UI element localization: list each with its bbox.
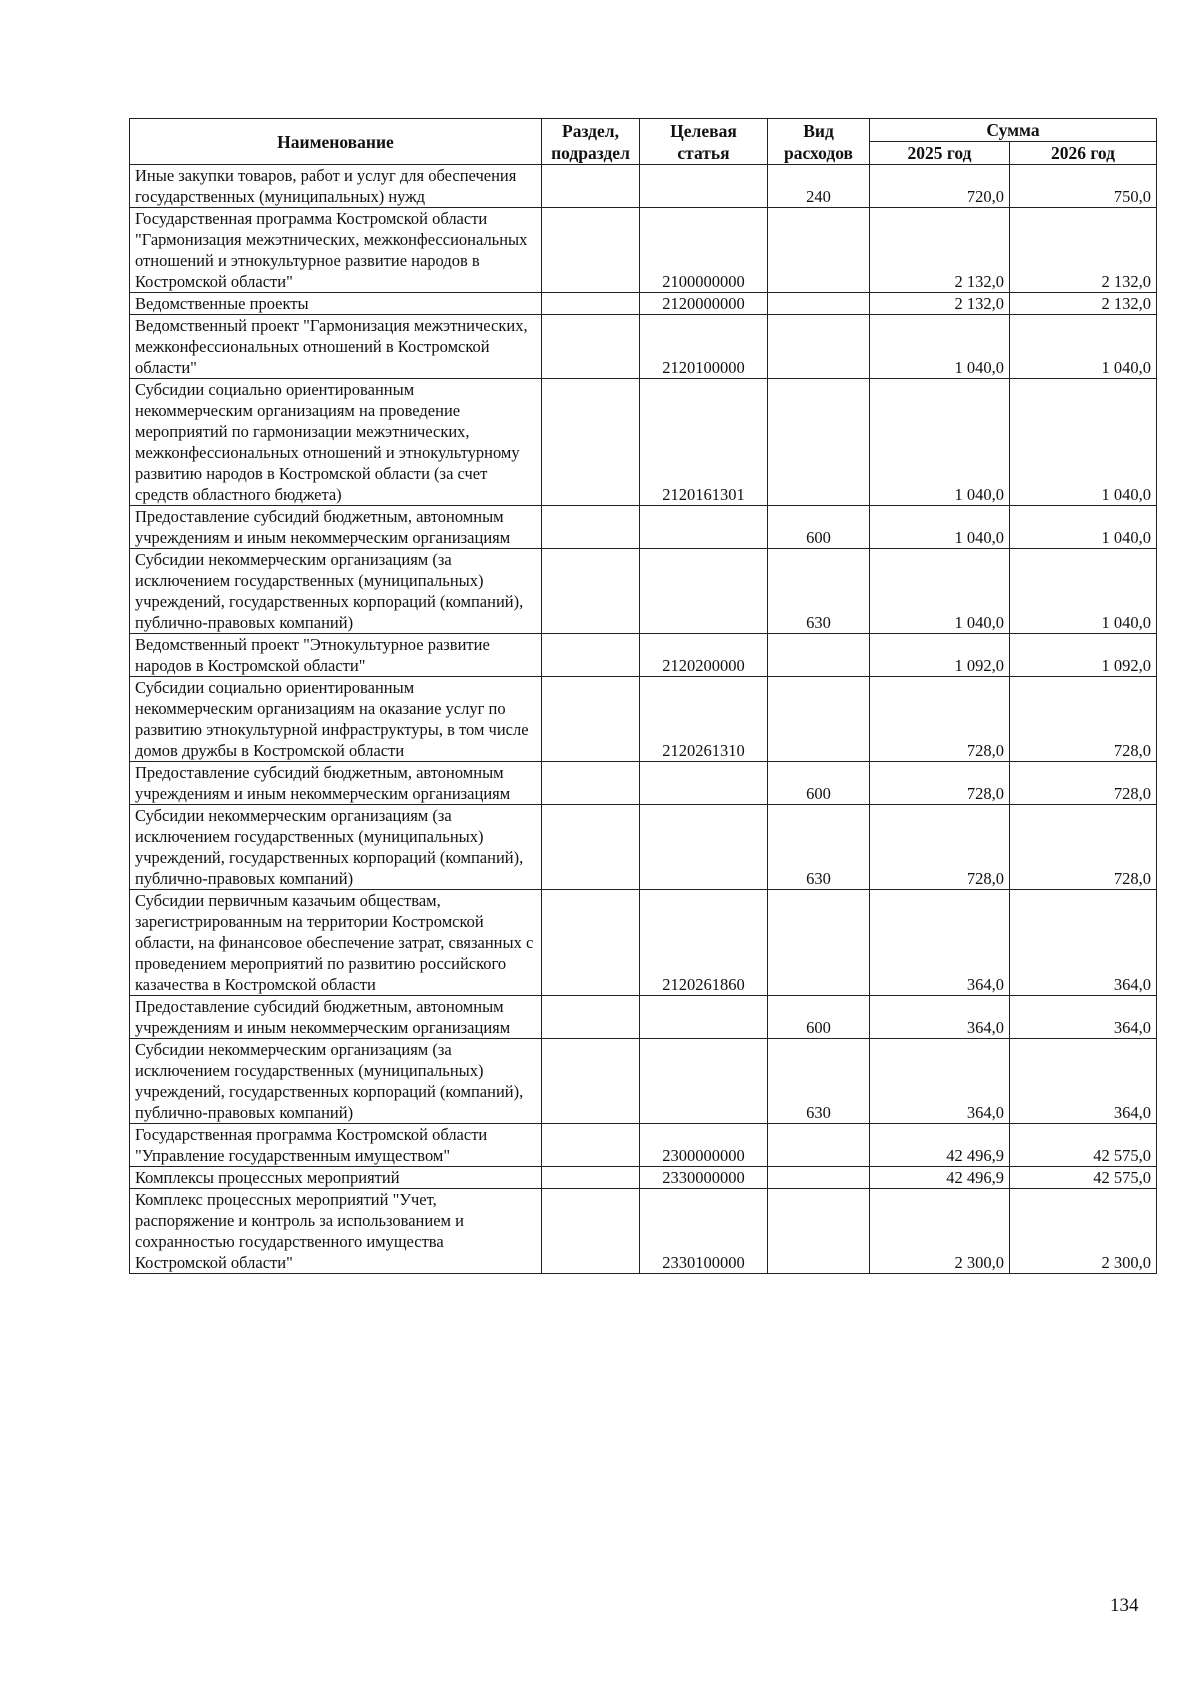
cell-sum-2026: 364,0 (1010, 1039, 1157, 1124)
cell-section (542, 315, 640, 379)
cell-section (542, 1167, 640, 1189)
cell-name: Государственная программа Костромской области "Управление государственным имуществом" (130, 1124, 542, 1167)
cell-target (640, 506, 768, 549)
cell-target: 2120161301 (640, 379, 768, 506)
header-name: Наименование (130, 119, 542, 165)
table-row (130, 996, 1157, 1039)
cell-expense (768, 1189, 870, 1274)
cell-sum-2026: 1 040,0 (1010, 549, 1157, 634)
cell-expense (768, 208, 870, 293)
table-row (130, 1167, 1157, 1189)
cell-name: Ведомственные проекты (130, 293, 542, 315)
cell-sum-2025: 364,0 (870, 1039, 1010, 1124)
cell-sum-2026: 728,0 (1010, 762, 1157, 805)
budget-table (129, 118, 1157, 1274)
cell-target: 2120100000 (640, 315, 768, 379)
cell-target: 2120200000 (640, 634, 768, 677)
cell-section (542, 165, 640, 208)
cell-name: Субсидии социально ориентированным некоммерческим организациям на оказание услуг по развитию этнокультурной инфраструктуры, в том числе домов дружбы в Костромской области (130, 677, 542, 762)
cell-sum-2025: 42 496,9 (870, 1124, 1010, 1167)
cell-sum-2025: 1 092,0 (870, 634, 1010, 677)
table-row (130, 762, 1157, 805)
header-year-2026: 2026 год (1010, 142, 1157, 165)
header-year-2025: 2025 год (870, 142, 1010, 165)
cell-expense (768, 634, 870, 677)
table-row (130, 1039, 1157, 1124)
cell-sum-2025: 1 040,0 (870, 506, 1010, 549)
cell-sum-2026: 2 132,0 (1010, 208, 1157, 293)
cell-sum-2026: 750,0 (1010, 165, 1157, 208)
table-row (130, 1189, 1157, 1274)
cell-section (542, 1039, 640, 1124)
cell-target: 2120261860 (640, 890, 768, 996)
cell-expense: 630 (768, 549, 870, 634)
cell-name: Комплексы процессных мероприятий (130, 1167, 542, 1189)
cell-sum-2026: 1 040,0 (1010, 315, 1157, 379)
cell-target: 2330100000 (640, 1189, 768, 1274)
cell-sum-2025: 2 132,0 (870, 293, 1010, 315)
cell-expense: 600 (768, 762, 870, 805)
cell-name: Субсидии некоммерческим организациям (за исключением государственных (муниципальных) учреждений, государственных корпораций (компаний), публично-правовых компаний) (130, 805, 542, 890)
cell-target (640, 165, 768, 208)
cell-name: Предоставление субсидий бюджетным, автономным учреждениям и иным некоммерческим организациям (130, 762, 542, 805)
cell-sum-2026: 364,0 (1010, 996, 1157, 1039)
cell-name: Предоставление субсидий бюджетным, автономным учреждениям и иным некоммерческим организациям (130, 996, 542, 1039)
table-row (130, 506, 1157, 549)
cell-sum-2026: 42 575,0 (1010, 1167, 1157, 1189)
table-row (130, 315, 1157, 379)
cell-sum-2025: 2 132,0 (870, 208, 1010, 293)
cell-expense (768, 890, 870, 996)
cell-target (640, 996, 768, 1039)
cell-section (542, 506, 640, 549)
cell-name: Субсидии некоммерческим организациям (за исключением государственных (муниципальных) учреждений, государственных корпораций (компаний), публично-правовых компаний) (130, 549, 542, 634)
cell-sum-2025: 1 040,0 (870, 315, 1010, 379)
cell-section (542, 208, 640, 293)
cell-target (640, 762, 768, 805)
table-body (130, 165, 1157, 1274)
cell-name: Субсидии социально ориентированным некоммерческим организациям на проведение мероприятий по гармонизации межэтнических, межконфессиональных отношений и этнокультурному развитию народов в Костромской области (за счет средств областного бюджета) (130, 379, 542, 506)
cell-expense: 630 (768, 805, 870, 890)
cell-sum-2025: 1 040,0 (870, 379, 1010, 506)
header-section: Раздел, подраздел (542, 119, 640, 165)
cell-section (542, 677, 640, 762)
cell-sum-2026: 1 092,0 (1010, 634, 1157, 677)
cell-name: Ведомственный проект "Этнокультурное развитие народов в Костромской области" (130, 634, 542, 677)
header-target: Целевая статья (640, 119, 768, 165)
table-row (130, 890, 1157, 996)
table-row (130, 165, 1157, 208)
cell-sum-2026: 2 300,0 (1010, 1189, 1157, 1274)
table-row (130, 1124, 1157, 1167)
cell-expense (768, 677, 870, 762)
cell-sum-2026: 364,0 (1010, 890, 1157, 996)
cell-expense: 240 (768, 165, 870, 208)
cell-section (542, 634, 640, 677)
table-row (130, 293, 1157, 315)
cell-expense (768, 379, 870, 506)
cell-name: Иные закупки товаров, работ и услуг для обеспечения государственных (муниципальных) нужд (130, 165, 542, 208)
cell-sum-2025: 2 300,0 (870, 1189, 1010, 1274)
cell-sum-2025: 364,0 (870, 996, 1010, 1039)
table-header (130, 119, 1157, 165)
cell-section (542, 890, 640, 996)
cell-sum-2025: 364,0 (870, 890, 1010, 996)
cell-section (542, 1189, 640, 1274)
cell-name: Государственная программа Костромской области "Гармонизация межэтнических, межконфессиональных отношений и этнокультурное развитие народов в Костромской области" (130, 208, 542, 293)
cell-name: Субсидии первичным казачьим обществам, зарегистрированным на территории Костромской области, на финансовое обеспечение затрат, связанных с проведением мероприятий по развитию российского казачества в Костромской области (130, 890, 542, 996)
cell-sum-2026: 42 575,0 (1010, 1124, 1157, 1167)
cell-section (542, 293, 640, 315)
cell-target: 2100000000 (640, 208, 768, 293)
table-row (130, 634, 1157, 677)
cell-sum-2025: 728,0 (870, 805, 1010, 890)
table-row (130, 805, 1157, 890)
page-number: 134 (1110, 1595, 1139, 1616)
cell-sum-2025: 728,0 (870, 762, 1010, 805)
cell-name: Комплекс процессных мероприятий "Учет, распоряжение и контроль за использованием и сохранностью государственного имущества Костромской области" (130, 1189, 542, 1274)
cell-sum-2025: 720,0 (870, 165, 1010, 208)
cell-expense (768, 1167, 870, 1189)
cell-expense (768, 293, 870, 315)
cell-target (640, 1039, 768, 1124)
cell-sum-2026: 1 040,0 (1010, 506, 1157, 549)
cell-target: 2120261310 (640, 677, 768, 762)
cell-sum-2025: 42 496,9 (870, 1167, 1010, 1189)
cell-section (542, 762, 640, 805)
cell-name: Субсидии некоммерческим организациям (за исключением государственных (муниципальных) учреждений, государственных корпораций (компаний), публично-правовых компаний) (130, 1039, 542, 1124)
table-row (130, 208, 1157, 293)
table-row (130, 379, 1157, 506)
cell-target: 2330000000 (640, 1167, 768, 1189)
cell-target: 2300000000 (640, 1124, 768, 1167)
cell-section (542, 549, 640, 634)
cell-section (542, 805, 640, 890)
cell-target (640, 549, 768, 634)
cell-name: Ведомственный проект "Гармонизация межэтнических, межконфессиональных отношений в Костромской области" (130, 315, 542, 379)
cell-target (640, 805, 768, 890)
cell-sum-2025: 728,0 (870, 677, 1010, 762)
cell-sum-2026: 1 040,0 (1010, 379, 1157, 506)
cell-section (542, 996, 640, 1039)
cell-sum-2026: 2 132,0 (1010, 293, 1157, 315)
cell-expense: 600 (768, 506, 870, 549)
header-sum: Сумма (870, 119, 1157, 142)
cell-section (542, 1124, 640, 1167)
header-expense: Вид расходов (768, 119, 870, 165)
table-row (130, 677, 1157, 762)
cell-sum-2025: 1 040,0 (870, 549, 1010, 634)
cell-sum-2026: 728,0 (1010, 677, 1157, 762)
cell-expense (768, 1124, 870, 1167)
table-row (130, 549, 1157, 634)
cell-section (542, 379, 640, 506)
budget-table-container (129, 118, 1156, 1274)
cell-expense (768, 315, 870, 379)
cell-sum-2026: 728,0 (1010, 805, 1157, 890)
cell-expense: 600 (768, 996, 870, 1039)
cell-target: 2120000000 (640, 293, 768, 315)
cell-expense: 630 (768, 1039, 870, 1124)
cell-name: Предоставление субсидий бюджетным, автономным учреждениям и иным некоммерческим организациям (130, 506, 542, 549)
